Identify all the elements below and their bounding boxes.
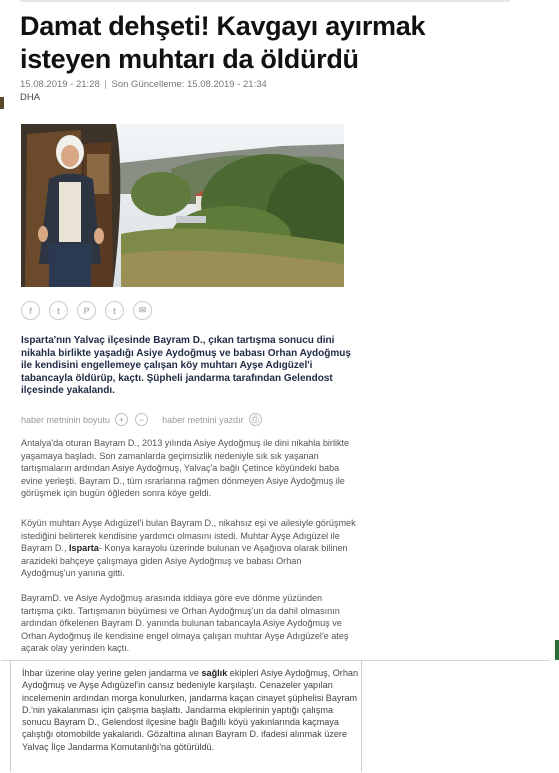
- paragraph-text: - Konya karayolu üzerinde bulunan ve Aşağıova olarak bilinen arazideki bahçeye çalışmaya giden Asiye Aydoğmuş ve babası Orhan Aydoğmuş'un yanına gitti.: [21, 543, 348, 578]
- article-paragraph: BayramD. ve Asiye Aydoğmuş arasında iddiaya göre eve dönme yüzünden tartışma çıktı. Tartışmanın büyümesi ve Orhan Aydoğmuş'un da dahil olmasının ardından öfkelenen Bayram D. yanında bulunan tabancayla Asiye Aydoğmuş ve Orhan Aydoğmuş ile kendisine engel olmaya çalışan muhtar Ayşe Adıgüzel'e ateş açarak olay yerinden kaçtı.: [21, 593, 349, 653]
- facebook-icon[interactable]: f: [21, 301, 40, 320]
- top-divider: [20, 0, 510, 2]
- publish-date: 15.08.2019 - 21:28: [20, 79, 100, 90]
- article-meta: [20, 79, 267, 90]
- email-icon[interactable]: ✉: [133, 301, 152, 320]
- print-label[interactable]: haber metnini yazdır: [162, 414, 244, 425]
- paragraph-text: İhbar üzerine olay yerine gelen jandarma ve: [22, 668, 202, 678]
- isparta-link[interactable]: Isparta: [69, 543, 99, 553]
- saglik-link[interactable]: sağlık: [201, 668, 228, 678]
- news-source: DHA: [20, 92, 41, 103]
- font-decrease-button[interactable]: −: [135, 413, 148, 426]
- box-divider: [1, 660, 550, 661]
- right-edge-marker: [555, 640, 559, 660]
- pinterest-icon[interactable]: P: [77, 301, 96, 320]
- print-icon[interactable]: ⎙: [249, 413, 262, 426]
- paragraph-text: Köyün muhtarı Ayşe Adıgüzel'i bulan Bayram D., nikahsız eşi ve ailesiyle görüşmek istediğini belirterek kendisine yardımcı olmasını istedi. Muhtar Ayşe Adıgüzel ile Bayram D.,: [21, 518, 356, 553]
- article-photo: [21, 124, 344, 287]
- article-lead: Isparta'nın Yalvaç ilçesinde Bayram D., çıkan tartışma sonucu dini nikahla birlikte yaşadığı Asiye Aydoğmuş ve babası Orhan Aydoğmuş ile kendisini engellemeye çalışan köy muhtarı Ayşe Adıgüzel'i tabancayla öldürüp, kaçtı. Şüpheli jandarma tarafından Gelendost ilçesinde yakalandı.: [21, 335, 351, 397]
- updated-date: Son Güncelleme: 15.08.2019 - 21:34: [111, 79, 267, 90]
- article-paragraph: Antalya'da oturan Bayram D., 2013 yılında Asiye Aydoğmuş ile dini nikahla birlikte yaşamaya başladı. Son zamanlarda geçimsizlik nedeniyle sık sık yaşanan tartışmaların ardından Asiye Aydoğmuş, Yalvaç'a bağlı Çetince köyündeki baba evine yerleşti. Bayram D., tüm ısrarlarına rağmen dönmeyen Asiye Aydoğmuş ile görüşmek için bugün öğleden sonra köye geldi.: [21, 438, 350, 498]
- twitter-icon[interactable]: t: [49, 301, 68, 320]
- paragraph-text: ekipleri Asiye Aydoğmuş, Orhan Aydoğmuş ve Ayşe Adıgüzel'in cansız bedeniyle karşılaştı. Cenazeler yapılan incelemenin ardından morga konulurken, jandarma kaçan cinayet şüphelisi Bayram D.'nin yakalanması için çalışma başlattı. Jandarma ekiplerinin yaptığı çalışma sonucu Bayram D., Gelendost ilçesine bağlı Bağıllı köyü yakınlarında kaçmaya çalıştığı otomobilde yakalandı. Gözaltına alınan Bayram D. ifadesi alınmak üzere Yalvaç İlçe Jandarma Komutanlığı'na götürüldü.: [22, 668, 358, 752]
- text-controls: [21, 413, 264, 426]
- share-bar: [21, 301, 152, 320]
- tumblr-icon[interactable]: t: [105, 301, 124, 320]
- font-increase-button[interactable]: +: [115, 413, 128, 426]
- font-size-label: haber metninin boyutu: [21, 414, 111, 425]
- left-edge-marker: [0, 97, 4, 109]
- meta-separator: |: [104, 79, 107, 90]
- article-paragraph: [22, 667, 358, 753]
- article-paragraph: [21, 517, 357, 580]
- article-title: Damat dehşeti! Kavgayı ayırmak isteyen muhtarı da öldürdü: [20, 11, 426, 74]
- paragraph-box: [10, 660, 362, 772]
